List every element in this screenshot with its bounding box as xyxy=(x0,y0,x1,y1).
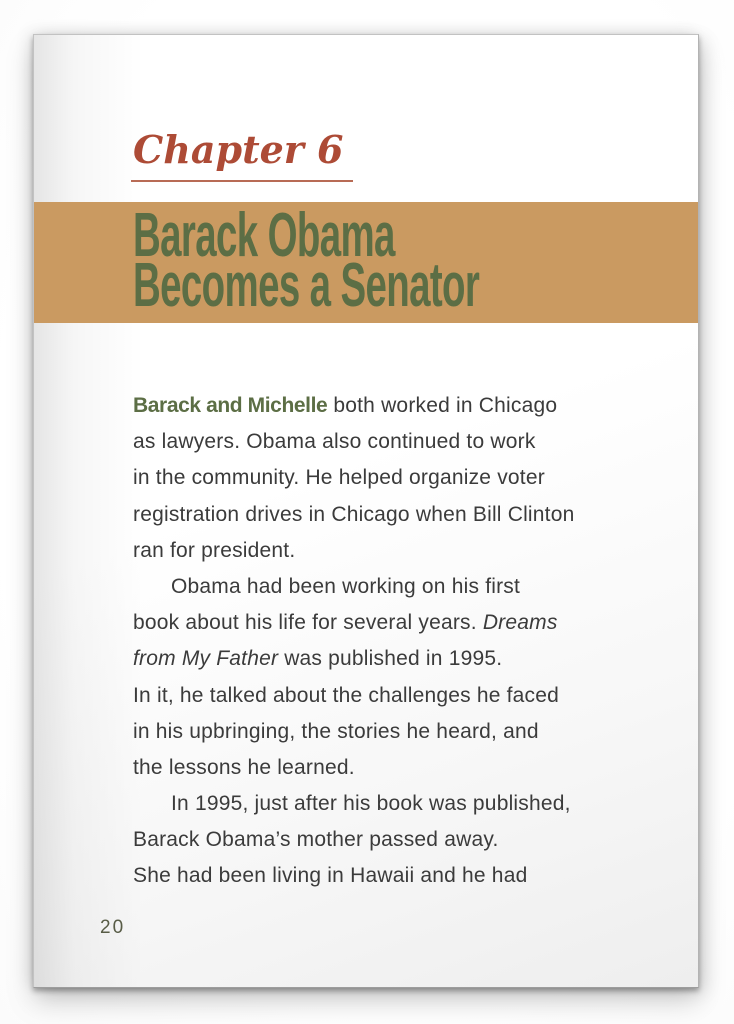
page-number: 20 xyxy=(100,917,126,938)
body-line: She had been living in Hawaii and he had xyxy=(133,864,528,888)
body-line: registration drives in Chicago when Bill Clinton xyxy=(133,502,575,526)
body-line xyxy=(133,388,633,424)
chapter-heading xyxy=(131,129,353,182)
book-title-italic: Dreams xyxy=(482,611,558,635)
body-text-span: was published in 1995. xyxy=(278,647,503,671)
body-line: the lessons he learned. xyxy=(133,755,355,779)
chapter-title-line-1: Barack Obama xyxy=(133,201,395,270)
bold-green-lead: Barack and Michelle xyxy=(133,394,328,417)
book-page xyxy=(33,34,699,988)
body-text xyxy=(133,388,633,895)
chapter-title-banner xyxy=(34,202,698,323)
body-line: in the community. He helped organize voter xyxy=(133,466,545,490)
body-line: In it, he talked about the challenges he faced xyxy=(133,683,560,707)
body-text-span: book about his life for several years. xyxy=(133,611,483,635)
body-line-indented: Obama had been working on his first xyxy=(171,574,521,598)
body-line: in his upbringing, the stories he heard, and xyxy=(133,719,539,743)
book-title-italic: from My Father xyxy=(133,647,279,671)
body-line: as lawyers. Obama also continued to work xyxy=(133,430,536,454)
chapter-title-line-2: Becomes a Senator xyxy=(133,251,480,320)
body-line xyxy=(133,605,633,641)
body-line xyxy=(133,641,633,677)
body-line: Barack Obama’s mother passed away. xyxy=(133,828,499,852)
body-text-span: both worked in Chicago xyxy=(327,394,558,417)
body-line: ran for president. xyxy=(133,538,296,562)
body-line-indented: In 1995, just after his book was published, xyxy=(171,792,571,816)
chapter-label: Chapter 6 xyxy=(131,129,353,182)
